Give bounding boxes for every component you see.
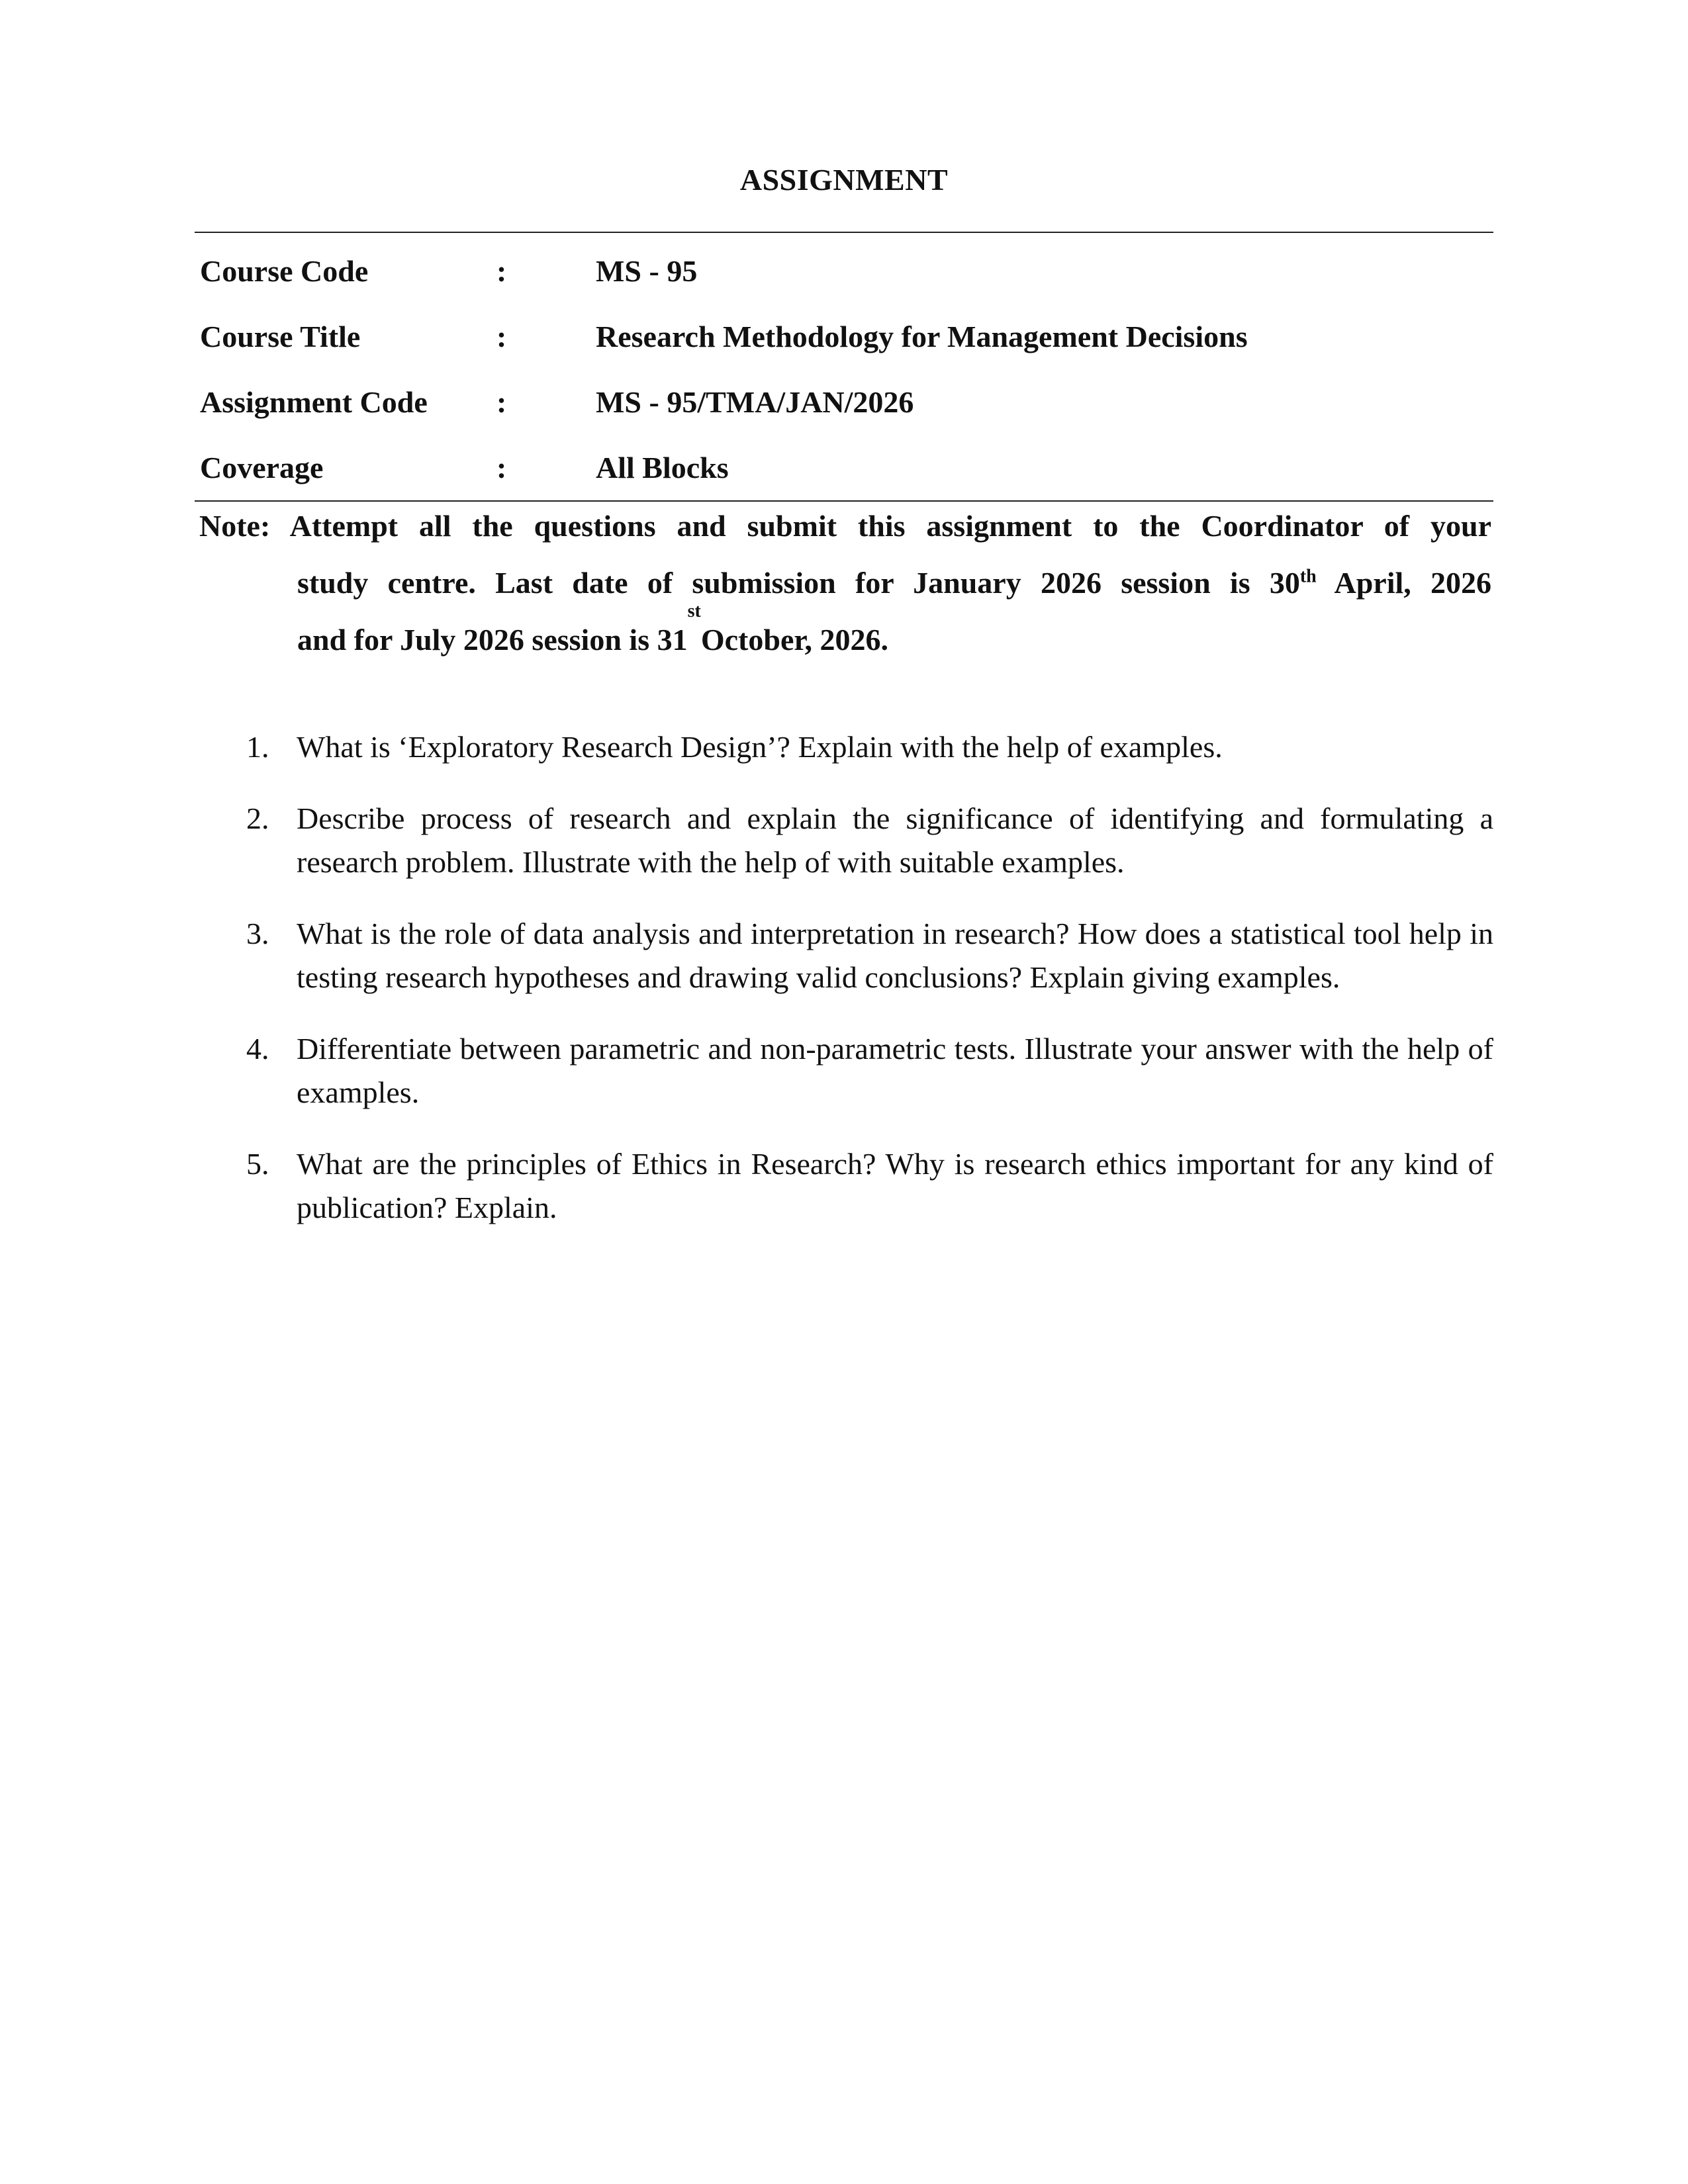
question-number: 3. bbox=[246, 917, 269, 950]
coverage-row bbox=[195, 435, 1493, 500]
submission-note bbox=[199, 498, 1491, 668]
note-line-2-sup: th bbox=[1299, 566, 1317, 587]
question-text: What are the principles of Ethics in Research? Why is research ethics important for any kind of publication? Explain. bbox=[297, 1147, 1493, 1224]
note-line-2 bbox=[199, 555, 1491, 612]
coverage-label: Coverage bbox=[200, 451, 324, 484]
assignment-code-value: MS - 95/TMA/JAN/2026 bbox=[596, 385, 914, 419]
colon: : bbox=[496, 385, 507, 419]
note-line-3 bbox=[199, 601, 1491, 668]
note-line-2-b: April, 2026 bbox=[1316, 566, 1491, 600]
question-text: Describe process of research and explain the significance of identifying and formulating a research problem. Illustrate with the help of with suitable examples. bbox=[297, 801, 1493, 879]
note-line-3-b: October, 2026. bbox=[700, 623, 889, 657]
question-text: What is ‘Exploratory Research Design’? Explain with the help of examples. bbox=[297, 730, 1223, 764]
question-list bbox=[195, 725, 1493, 1257]
question-item bbox=[195, 1142, 1493, 1230]
question-text: Differentiate between parametric and non-parametric tests. Illustrate your answer with the help of examples. bbox=[297, 1032, 1493, 1109]
course-code-label: Course Code bbox=[200, 254, 369, 288]
note-line-3-a: and for July 2026 session is 31 bbox=[297, 623, 688, 657]
question-text: What is the role of data analysis and interpretation in research? How does a statistical tool help in testing research hypotheses and drawing valid conclusions? Explain giving examples. bbox=[297, 917, 1493, 994]
question-number: 5. bbox=[246, 1147, 269, 1181]
document-title: ASSIGNMENT bbox=[739, 163, 949, 197]
assignment-code-row bbox=[195, 369, 1493, 435]
note-line-2-a: study centre. Last date of submission for January 2026 session is 30 bbox=[297, 566, 1300, 600]
note-line-1-text: Note: Attempt all the questions and submit this assignment to the Coordinator of your bbox=[199, 509, 1491, 543]
question-number: 2. bbox=[246, 801, 269, 835]
course-title-label: Course Title bbox=[200, 320, 361, 353]
note-line-3-sup: st bbox=[687, 601, 701, 621]
course-info-table bbox=[195, 232, 1493, 502]
question-item bbox=[195, 1027, 1493, 1115]
question-number: 4. bbox=[246, 1032, 269, 1066]
question-item bbox=[195, 912, 1493, 999]
question-item bbox=[195, 725, 1493, 769]
coverage-value: All Blocks bbox=[596, 451, 729, 484]
course-title-value: Research Methodology for Management Decisions bbox=[596, 320, 1248, 353]
assignment-code-label: Assignment Code bbox=[200, 385, 428, 419]
note-line-1 bbox=[199, 498, 1491, 555]
question-number: 1. bbox=[246, 730, 269, 764]
colon: : bbox=[496, 451, 507, 484]
course-code-value: MS - 95 bbox=[596, 254, 698, 288]
course-title-row bbox=[195, 304, 1493, 369]
colon: : bbox=[496, 254, 507, 288]
note-line-2-text bbox=[297, 555, 1491, 612]
colon: : bbox=[496, 320, 507, 353]
question-item bbox=[195, 797, 1493, 884]
course-code-row bbox=[195, 238, 1493, 304]
